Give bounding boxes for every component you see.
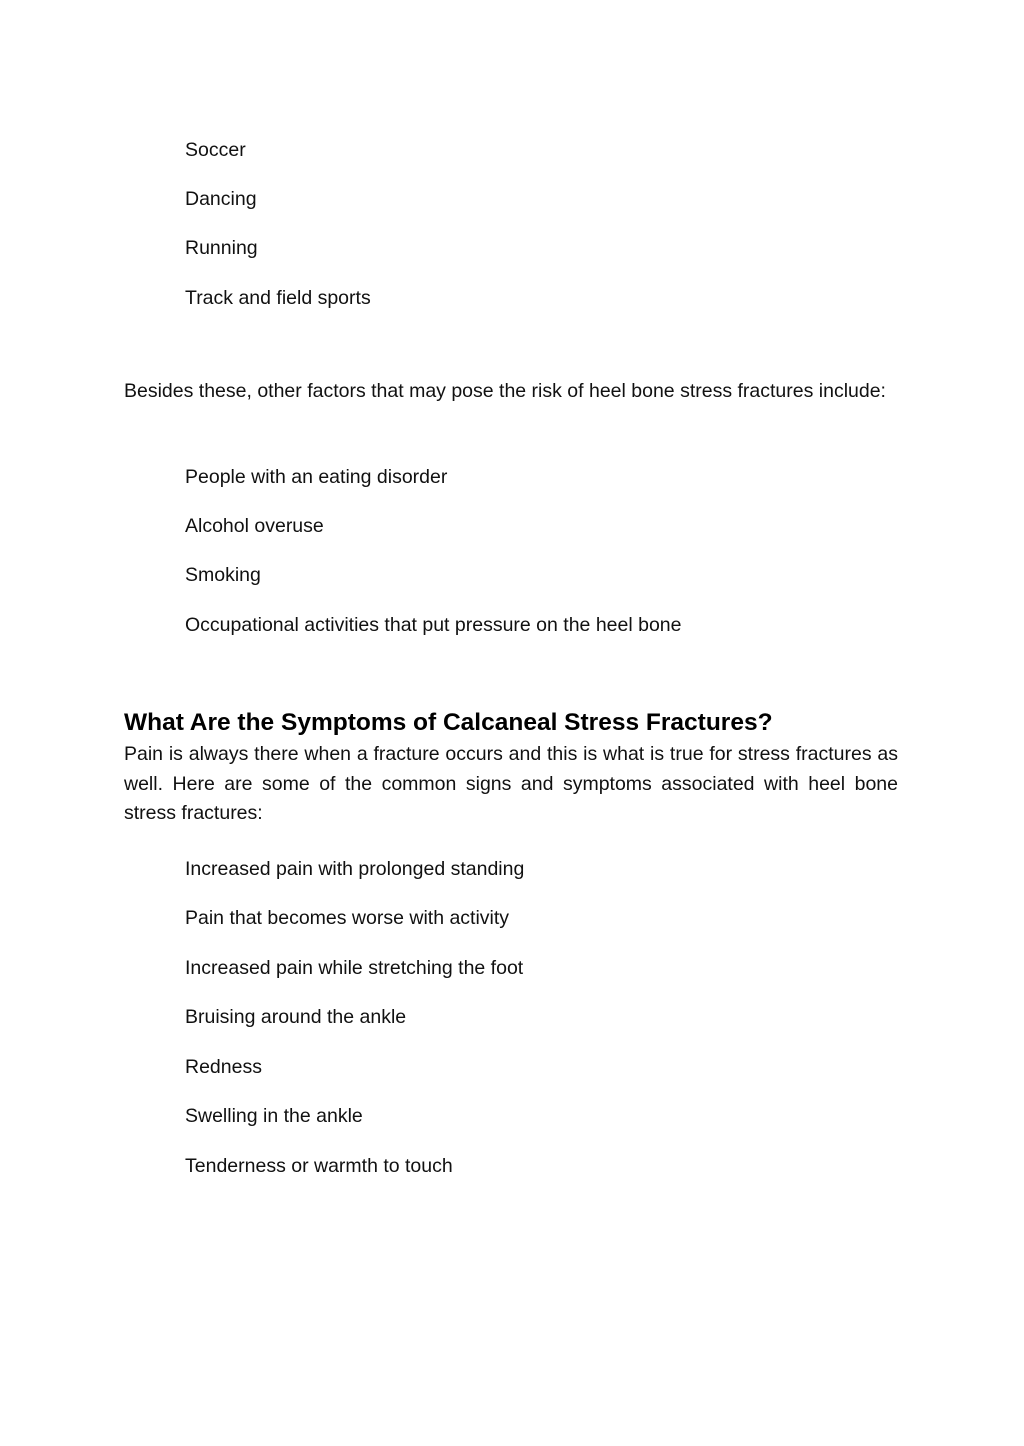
list-item: People with an eating disorder: [185, 466, 448, 488]
list-item: Bruising around the ankle: [185, 1006, 407, 1028]
list-item: Running: [185, 237, 258, 259]
list-item: Dancing: [185, 188, 257, 210]
symptoms-intro-paragraph: Pain is always there when a fracture occurs and this is what is true for stress fractures as well. Here are some of the common signs and symptoms associated with heel bone stress fractures:: [124, 743, 898, 824]
list-item: Increased pain while stretching the foot: [185, 957, 524, 979]
list-item: Alcohol overuse: [185, 515, 324, 537]
list-item: Pain that becomes worse with activity: [185, 907, 510, 929]
risk-intro-paragraph: Besides these, other factors that may pose the risk of heel bone stress fractures include:: [124, 380, 886, 402]
list-item: Swelling in the ankle: [185, 1105, 363, 1127]
list-item: Track and field sports: [185, 287, 371, 309]
list-item: Smoking: [185, 564, 261, 586]
list-item: Increased pain with prolonged standing: [185, 858, 525, 880]
symptoms-heading: What Are the Symptoms of Calcaneal Stress Fractures?: [124, 709, 773, 736]
list-item: Redness: [185, 1056, 262, 1078]
list-item: Tenderness or warmth to touch: [185, 1155, 453, 1177]
list-item: Soccer: [185, 139, 246, 161]
list-item: Occupational activities that put pressure on the heel bone: [185, 614, 682, 636]
